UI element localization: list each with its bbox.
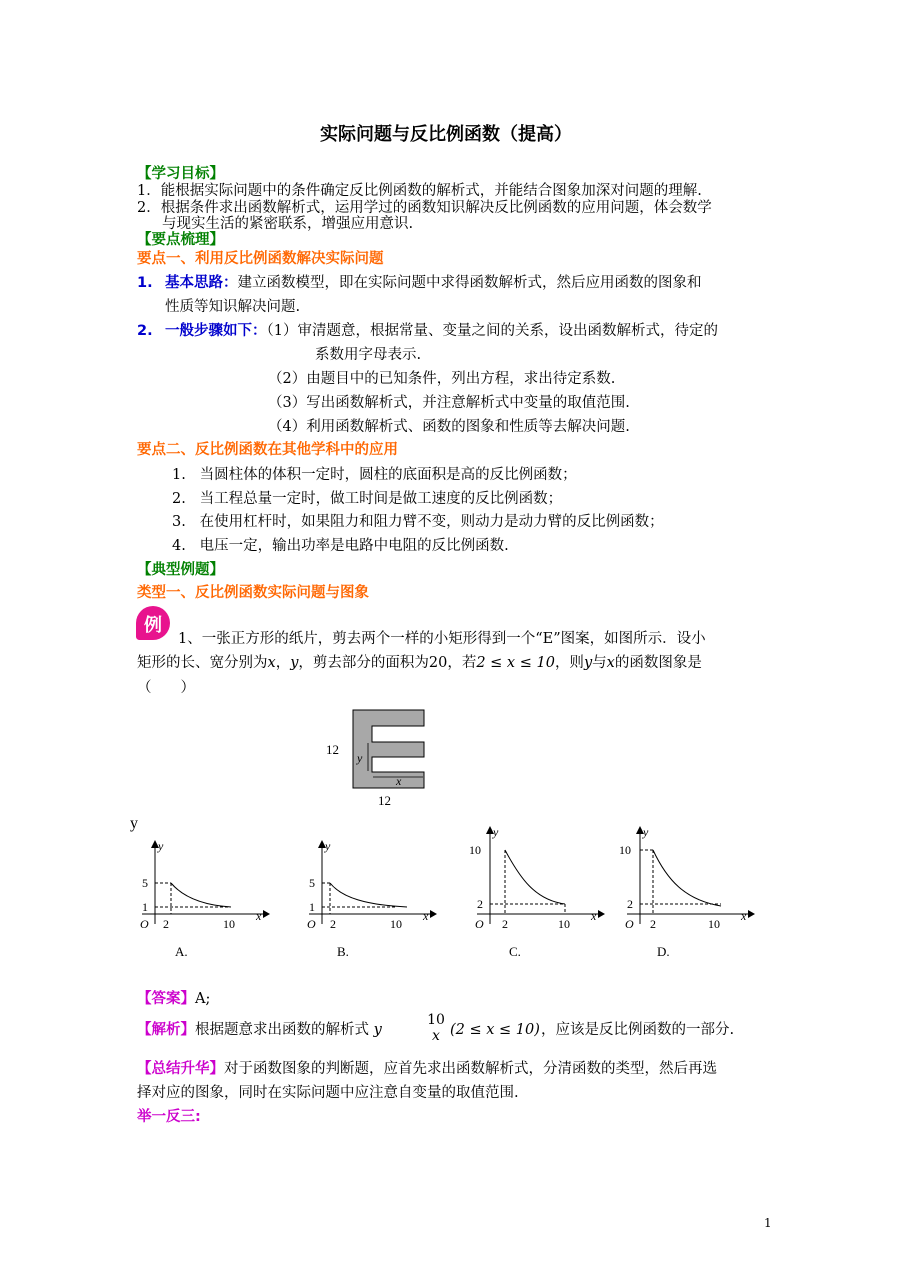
page-number: 1: [764, 1216, 772, 1230]
fraction-denominator: x: [432, 1028, 440, 1044]
goal-item: 与现实生活的紧密联系，增强应用意识.: [162, 216, 414, 232]
graph-y-label: y: [158, 839, 164, 853]
graph-origin: O: [625, 917, 634, 931]
q-range: 2 ≤ x ≤ 10: [476, 655, 555, 671]
analysis-line: [137, 1021, 382, 1039]
graph-option-label: B.: [337, 944, 349, 959]
graph-option-label: D.: [657, 944, 670, 959]
question-line3: （ ）: [137, 680, 195, 696]
graph-ymin: 1: [142, 900, 148, 914]
analysis-text: 根据题意求出函数的解析式: [195, 1022, 369, 1038]
point1-item2: [165, 322, 718, 340]
q-area: 20: [428, 655, 448, 671]
graph-ymin: 1: [309, 900, 315, 914]
graph-x2: 10: [708, 917, 720, 931]
graph-option-label: C.: [509, 944, 521, 959]
point1-step1: （1）审清题意，根据常量、变量之间的关系，设出函数解析式，待定的: [266, 323, 718, 339]
graph-x2: 10: [558, 917, 570, 931]
graph-y-label: y: [643, 825, 649, 839]
q-var-y: y: [583, 655, 593, 671]
summary-text1: 对于函数图象的判断题，应首先求出函数解析式，分清函数的类型，然后再选: [224, 1061, 717, 1077]
example-badge-text: 例: [144, 615, 162, 636]
graph-origin: O: [140, 917, 149, 931]
graph-ymax: 5: [142, 876, 148, 890]
summary-label: 【总结升华】: [137, 1061, 224, 1077]
q-text: 的函数图象是: [614, 655, 702, 671]
figure-left-label: 12: [326, 742, 339, 757]
point2-item: 4. 电压一定，输出功率是电路中电阻的反比例函数.: [172, 538, 509, 554]
graph-c: [465, 818, 605, 963]
q-text: 与: [592, 655, 607, 671]
graph-origin: O: [475, 917, 484, 931]
graph-ymax: 5: [309, 876, 315, 890]
graph-y-label: y: [325, 839, 331, 853]
point1-item2-num: 2.: [137, 323, 153, 339]
graph-x2: 10: [223, 917, 235, 931]
goal-item: 2．根据条件求出函数解析式，运用学过的函数知识解决反比例函数的应用问题，体会数学: [137, 200, 712, 216]
answer-value: A;: [195, 991, 211, 1007]
axis-y: y: [130, 815, 138, 832]
figure-bottom-label: 12: [378, 793, 391, 808]
question-line2: [137, 654, 702, 672]
point1-step1b: 系数用字母表示.: [315, 347, 422, 363]
point1-item1-num: 1.: [137, 275, 153, 291]
point1-step2: （2）由题目中的已知条件，列出方程，求出待定系数.: [268, 371, 616, 387]
goals-header: 【学习目标】: [137, 166, 224, 182]
point1-item1-label: 基本思路：: [165, 275, 238, 291]
q-text: 矩形的长、宽分别为: [137, 655, 268, 671]
point2-item: 3. 在使用杠杆时，如果阻力和阻力臂不变，则动力是动力臂的反比例函数；: [172, 514, 664, 530]
graph-x-label: x: [591, 909, 597, 923]
q-text: ，若: [447, 655, 477, 671]
graph-x1: 2: [330, 917, 336, 931]
answer-label: 【答案】: [137, 991, 195, 1007]
point1-item1-text: 建立函数模型，即在实际问题中求得函数解析式，然后应用函数的图象和: [237, 275, 702, 291]
analysis-y: y: [373, 1022, 382, 1038]
examples-header: 【典型例题】: [137, 562, 224, 578]
page-title: 实际问题与反比例函数（提高）: [320, 124, 572, 145]
graph-ymax: 10: [469, 843, 481, 857]
analysis-fraction: [424, 1012, 448, 1044]
practice-label: 举一反三:: [137, 1109, 201, 1125]
type1-title: 类型一、反比例函数实际问题与图象: [137, 585, 369, 601]
point2-title: 要点二、反比例函数在其他学科中的应用: [137, 442, 398, 458]
answer-line: [137, 990, 210, 1008]
figure-y-label: y: [357, 751, 363, 765]
analysis-range: (2 ≤ x ≤ 10): [450, 1022, 540, 1038]
point1-title: 要点一、利用反比例函数解决实际问题: [137, 251, 384, 267]
point1-step3: （3）写出函数解析式，并注意解析式中变量的取值范围.: [268, 395, 630, 411]
graph-x1: 2: [502, 917, 508, 931]
graph-a: [130, 815, 270, 963]
point2-item: 1. 当圆柱体的体积一定时，圆柱的底面积是高的反比例函数；: [172, 467, 577, 483]
graph-b: [297, 828, 437, 963]
goal-item: 1．能根据实际问题中的条件确定反比例函数的解析式，并能结合图象加深对问题的理解.: [137, 183, 702, 199]
analysis-label: 【解析】: [137, 1022, 195, 1038]
graph-x1: 2: [650, 917, 656, 931]
graph-ymax: 10: [619, 843, 631, 857]
graph-x1: 2: [163, 917, 169, 931]
graph-x-label: x: [256, 909, 262, 923]
graph-origin: O: [307, 917, 316, 931]
question-line1: 1、一张正方形的纸片，剪去两个一样的小矩形得到一个“E”图案，如图所示．设小: [178, 631, 706, 647]
graph-x-label: x: [741, 909, 747, 923]
point1-item1-text2: 性质等知识解决问题.: [165, 299, 301, 315]
graph-ymin: 2: [627, 897, 633, 911]
point1-item1: [165, 274, 702, 292]
point1-item2-label: 一般步骤如下：: [165, 323, 267, 339]
q-var-x: x: [267, 655, 276, 671]
graph-y-label: y: [493, 825, 499, 839]
graph-ymin: 2: [477, 897, 483, 911]
q-text: ，则: [554, 655, 584, 671]
graph-d: [615, 818, 755, 963]
summary-line1: [137, 1060, 717, 1078]
graph-x2: 10: [390, 917, 402, 931]
example-badge-icon: [136, 606, 170, 640]
summary-text2: 择对应的图象，同时在实际问题中应注意自变量的取值范围.: [137, 1085, 519, 1101]
q-var-x: x: [606, 655, 615, 671]
q-var-y: y: [290, 655, 299, 671]
analysis-text-b: ，应该是反比例函数的一部分.: [541, 1022, 735, 1038]
fraction-numerator: 10: [427, 1012, 445, 1028]
point1-step4: （4）利用函数解析式、函数的图象和性质等去解决问题.: [268, 419, 630, 435]
q-text: ，剪去部分的面积为: [298, 655, 429, 671]
points-header: 【要点梳理】: [137, 232, 224, 248]
graph-option-label: A.: [175, 944, 188, 959]
point2-item: 2. 当工程总量一定时，做工时间是做工速度的反比例函数；: [172, 491, 563, 507]
figure-x-label: x: [396, 774, 402, 788]
e-shape-figure: [320, 702, 440, 812]
graph-x-label: x: [423, 909, 429, 923]
q-comma: ，: [275, 655, 291, 671]
